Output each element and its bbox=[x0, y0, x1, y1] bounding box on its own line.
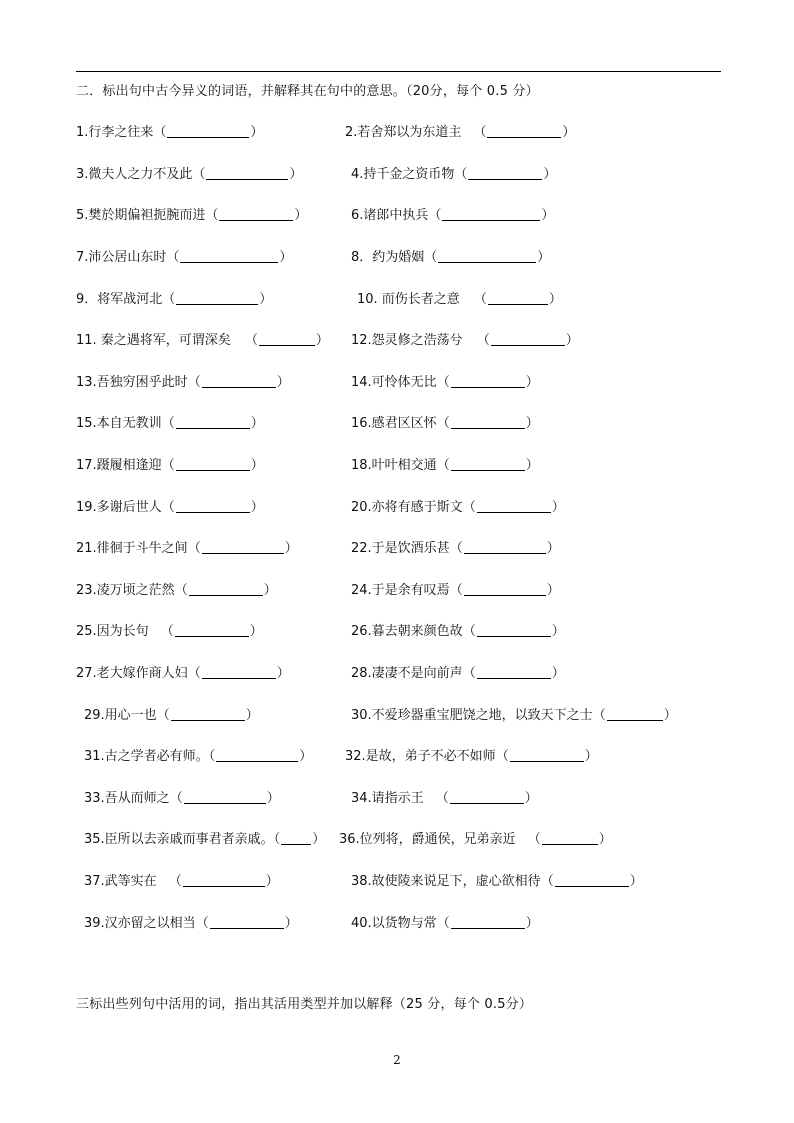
header-rule bbox=[76, 71, 721, 72]
question-item-5 bbox=[76, 204, 307, 223]
question-item-10 bbox=[357, 288, 562, 307]
close-paren: ） bbox=[249, 624, 263, 639]
question-text: 7.沛公居山东时 bbox=[76, 250, 167, 265]
open-paren: （ bbox=[187, 666, 201, 681]
question-text: 29.用心一也 bbox=[84, 708, 157, 723]
question-item-18 bbox=[351, 454, 539, 473]
close-paren: ） bbox=[584, 749, 598, 764]
question-item-7 bbox=[76, 246, 292, 265]
question-text: 33.吾从而师之 bbox=[84, 791, 170, 806]
close-paren: ） bbox=[537, 250, 551, 265]
question-text: 12.怨灵修之浩荡兮 bbox=[351, 333, 463, 348]
close-paren: ） bbox=[629, 874, 643, 889]
close-paren: ） bbox=[546, 583, 560, 598]
open-paren: （ bbox=[592, 708, 606, 723]
answer-blank[interactable] bbox=[491, 332, 565, 346]
question-item-31 bbox=[84, 745, 312, 764]
close-paren: ） bbox=[551, 500, 565, 515]
answer-blank[interactable] bbox=[450, 790, 524, 804]
answer-blank[interactable] bbox=[210, 915, 284, 929]
open-paren: （ bbox=[449, 541, 463, 556]
question-item-23 bbox=[76, 579, 277, 598]
open-paren: （ bbox=[205, 208, 219, 223]
open-paren: （ bbox=[160, 624, 174, 639]
answer-blank[interactable] bbox=[206, 166, 288, 180]
open-paren: （ bbox=[192, 167, 206, 182]
close-paren: ） bbox=[276, 666, 290, 681]
question-text: 25.因为长句 bbox=[76, 624, 149, 639]
open-paren: （ bbox=[273, 832, 281, 847]
question-item-17 bbox=[76, 454, 264, 473]
question-item-27 bbox=[76, 662, 290, 681]
open-paren: （ bbox=[436, 916, 450, 931]
open-paren: （ bbox=[527, 832, 541, 847]
close-paren: ） bbox=[663, 708, 677, 723]
answer-blank[interactable] bbox=[442, 207, 540, 221]
close-paren: ） bbox=[312, 832, 326, 847]
answer-blank[interactable] bbox=[175, 623, 249, 637]
open-paren: （ bbox=[174, 583, 188, 598]
section-2-title: 二．标出句中古今异义的词语，并解释其在句中的意思。（20分，每个 0.5 分） bbox=[76, 84, 539, 99]
question-text: 11. 秦之遇将军，可谓深矣 bbox=[76, 333, 231, 348]
close-paren: ） bbox=[524, 791, 538, 806]
open-paren: （ bbox=[462, 624, 476, 639]
close-paren: ） bbox=[543, 167, 557, 182]
answer-blank[interactable] bbox=[219, 207, 293, 221]
question-item-16 bbox=[351, 412, 539, 431]
open-paren: （ bbox=[156, 708, 170, 723]
question-item-25 bbox=[76, 620, 263, 639]
close-paren: ） bbox=[565, 333, 579, 348]
answer-blank[interactable] bbox=[488, 291, 548, 305]
question-text: 17.蹑履相逢迎 bbox=[76, 458, 162, 473]
question-text: 31.古之学者必有师。 bbox=[84, 749, 209, 764]
question-item-6 bbox=[351, 204, 554, 223]
question-text: 37.武等实在 bbox=[84, 874, 157, 889]
open-paren: （ bbox=[435, 791, 449, 806]
question-text: 30.不爱珍器重宝肥饶之地，以致天下之士 bbox=[351, 708, 593, 723]
question-item-39 bbox=[84, 912, 298, 931]
open-paren: （ bbox=[449, 583, 463, 598]
answer-blank[interactable] bbox=[180, 249, 278, 263]
close-paren: ） bbox=[250, 500, 264, 515]
close-paren: ） bbox=[562, 125, 576, 140]
close-paren: ） bbox=[259, 292, 273, 307]
section-3-title: 三标出些列句中活用的词，指出其活用类型并加以解释（25 分，每个 0.5分） bbox=[76, 997, 533, 1012]
question-text: 35.臣所以去亲戚而事君者亲戚。 bbox=[84, 832, 274, 847]
question-item-40 bbox=[351, 912, 539, 931]
question-item-11 bbox=[76, 329, 329, 348]
open-paren: （ bbox=[162, 292, 176, 307]
question-text: 26.暮去朝来颜色故 bbox=[351, 624, 463, 639]
question-item-30 bbox=[351, 704, 677, 723]
question-item-38 bbox=[351, 870, 643, 889]
close-paren: ） bbox=[525, 458, 539, 473]
question-text: 4.持千金之资币物 bbox=[351, 167, 455, 182]
open-paren: （ bbox=[161, 500, 175, 515]
question-item-34 bbox=[351, 787, 538, 806]
question-text: 39.汉亦留之以相当 bbox=[84, 916, 196, 931]
open-paren: （ bbox=[473, 292, 487, 307]
answer-blank[interactable] bbox=[468, 166, 542, 180]
question-item-19 bbox=[76, 496, 264, 515]
close-paren: ） bbox=[299, 749, 313, 764]
answer-blank[interactable] bbox=[451, 374, 525, 388]
open-paren: （ bbox=[195, 916, 209, 931]
question-text: 20.亦将有感于斯文 bbox=[351, 500, 463, 515]
answer-blank[interactable] bbox=[438, 249, 536, 263]
answer-blank[interactable] bbox=[167, 124, 249, 138]
question-text: 15.本自无教训 bbox=[76, 416, 162, 431]
close-paren: ） bbox=[551, 624, 565, 639]
question-text: 28.凄凄不是向前声 bbox=[351, 666, 463, 681]
question-text: 36.位列将，爵通侯，兄弟亲近 bbox=[339, 832, 516, 847]
answer-blank[interactable] bbox=[487, 124, 561, 138]
question-text: 19.多谢后世人 bbox=[76, 500, 162, 515]
question-item-15 bbox=[76, 412, 264, 431]
question-text: 8．约为婚姻 bbox=[351, 250, 425, 265]
answer-blank[interactable] bbox=[281, 831, 311, 845]
close-paren: ） bbox=[284, 916, 298, 931]
open-paren: （ bbox=[436, 416, 450, 431]
open-paren: （ bbox=[161, 416, 175, 431]
question-text: 27.老大嫁作商人妇 bbox=[76, 666, 188, 681]
question-text: 6.诸郎中执兵 bbox=[351, 208, 429, 223]
question-item-26 bbox=[351, 620, 565, 639]
open-paren: （ bbox=[169, 791, 183, 806]
close-paren: ） bbox=[284, 541, 298, 556]
open-paren: （ bbox=[495, 749, 509, 764]
answer-blank[interactable] bbox=[451, 915, 525, 929]
answer-blank[interactable] bbox=[477, 665, 551, 679]
question-text: 2.若舍郑以为东道主 bbox=[345, 125, 462, 140]
question-text: 21.徘徊于斗牛之间 bbox=[76, 541, 188, 556]
question-text: 16.感君区区怀 bbox=[351, 416, 437, 431]
open-paren: （ bbox=[436, 375, 450, 390]
question-item-33 bbox=[84, 787, 280, 806]
question-item-28 bbox=[351, 662, 565, 681]
open-paren: （ bbox=[428, 208, 442, 223]
question-item-29 bbox=[84, 704, 259, 723]
open-paren: （ bbox=[454, 167, 468, 182]
question-text: 32.是故，弟子不必不如师 bbox=[345, 749, 496, 764]
close-paren: ） bbox=[294, 208, 308, 223]
close-paren: ） bbox=[266, 791, 280, 806]
question-item-14 bbox=[351, 371, 539, 390]
close-paren: ） bbox=[548, 292, 562, 307]
close-paren: ） bbox=[541, 208, 555, 223]
answer-blank[interactable] bbox=[216, 748, 298, 762]
question-text: 23.凌万顷之茫然 bbox=[76, 583, 175, 598]
answer-blank[interactable] bbox=[183, 873, 265, 887]
answer-blank[interactable] bbox=[184, 790, 266, 804]
question-text: 14.可怜体无比 bbox=[351, 375, 437, 390]
question-item-22 bbox=[351, 537, 560, 556]
question-text: 1.行李之往来 bbox=[76, 125, 154, 140]
close-paren: ） bbox=[250, 125, 264, 140]
answer-blank[interactable] bbox=[477, 499, 551, 513]
question-text: 9．将军战河北 bbox=[76, 292, 163, 307]
close-paren: ） bbox=[551, 666, 565, 681]
close-paren: ） bbox=[525, 916, 539, 931]
answer-blank[interactable] bbox=[202, 374, 276, 388]
close-paren: ） bbox=[263, 583, 277, 598]
question-item-32 bbox=[345, 745, 598, 764]
answer-blank[interactable] bbox=[451, 457, 525, 471]
answer-blank[interactable] bbox=[189, 582, 263, 596]
answer-blank[interactable] bbox=[555, 873, 629, 887]
question-item-9 bbox=[76, 288, 272, 307]
answer-blank[interactable] bbox=[176, 415, 250, 429]
question-text: 34.请指示王 bbox=[351, 791, 424, 806]
question-text: 24.于是余有叹焉 bbox=[351, 583, 450, 598]
question-text: 38.故使陵来说足下，虚心欲相待 bbox=[351, 874, 541, 889]
question-item-13 bbox=[76, 371, 290, 390]
question-item-3 bbox=[76, 163, 302, 182]
close-paren: ） bbox=[250, 416, 264, 431]
close-paren: ） bbox=[250, 458, 264, 473]
answer-blank[interactable] bbox=[477, 623, 551, 637]
close-paren: ） bbox=[546, 541, 560, 556]
question-item-2 bbox=[345, 121, 575, 140]
question-text: 13.吾独穷困乎此时 bbox=[76, 375, 188, 390]
question-item-37 bbox=[84, 870, 279, 889]
answer-blank[interactable] bbox=[176, 291, 258, 305]
open-paren: （ bbox=[462, 500, 476, 515]
answer-blank[interactable] bbox=[451, 415, 525, 429]
close-paren: ） bbox=[245, 708, 259, 723]
answer-blank[interactable] bbox=[171, 707, 245, 721]
question-item-20 bbox=[351, 496, 565, 515]
page-number: 2 bbox=[393, 1053, 401, 1067]
open-paren: （ bbox=[161, 458, 175, 473]
question-item-35 bbox=[84, 828, 325, 847]
close-paren: ） bbox=[279, 250, 293, 265]
open-paren: （ bbox=[476, 333, 490, 348]
close-paren: ） bbox=[525, 375, 539, 390]
open-paren: （ bbox=[540, 874, 554, 889]
close-paren: ） bbox=[315, 333, 329, 348]
question-item-21 bbox=[76, 537, 298, 556]
answer-blank[interactable] bbox=[202, 540, 284, 554]
question-text: 40.以货物与常 bbox=[351, 916, 437, 931]
answer-blank[interactable] bbox=[176, 457, 250, 471]
answer-blank[interactable] bbox=[202, 665, 276, 679]
answer-blank[interactable] bbox=[607, 707, 663, 721]
question-item-4 bbox=[351, 163, 556, 182]
open-paren: （ bbox=[208, 749, 216, 764]
open-paren: （ bbox=[462, 666, 476, 681]
open-paren: （ bbox=[153, 125, 167, 140]
question-item-1 bbox=[76, 121, 263, 140]
open-paren: （ bbox=[168, 874, 182, 889]
question-item-36 bbox=[339, 828, 612, 847]
open-paren: （ bbox=[187, 375, 201, 390]
question-text: 10. 而伤长者之意 bbox=[357, 292, 460, 307]
answer-blank[interactable] bbox=[510, 748, 584, 762]
question-text: 18.叶叶相交通 bbox=[351, 458, 437, 473]
close-paren: ） bbox=[525, 416, 539, 431]
question-text: 22.于是饮酒乐甚 bbox=[351, 541, 450, 556]
answer-blank[interactable] bbox=[176, 499, 250, 513]
close-paren: ） bbox=[276, 375, 290, 390]
answer-blank[interactable] bbox=[464, 582, 546, 596]
close-paren: ） bbox=[289, 167, 303, 182]
close-paren: ） bbox=[598, 832, 612, 847]
open-paren: （ bbox=[166, 250, 180, 265]
open-paren: （ bbox=[473, 125, 487, 140]
open-paren: （ bbox=[436, 458, 450, 473]
answer-blank[interactable] bbox=[464, 540, 546, 554]
answer-blank[interactable] bbox=[259, 332, 315, 346]
open-paren: （ bbox=[187, 541, 201, 556]
answer-blank[interactable] bbox=[542, 831, 598, 845]
question-item-8 bbox=[351, 246, 550, 265]
open-paren: （ bbox=[424, 250, 438, 265]
close-paren: ） bbox=[265, 874, 279, 889]
question-text: 3.微夫人之力不及此 bbox=[76, 167, 193, 182]
question-item-24 bbox=[351, 579, 560, 598]
open-paren: （ bbox=[244, 333, 258, 348]
question-item-12 bbox=[351, 329, 579, 348]
question-text: 5.樊於期偏袒扼腕而进 bbox=[76, 208, 206, 223]
